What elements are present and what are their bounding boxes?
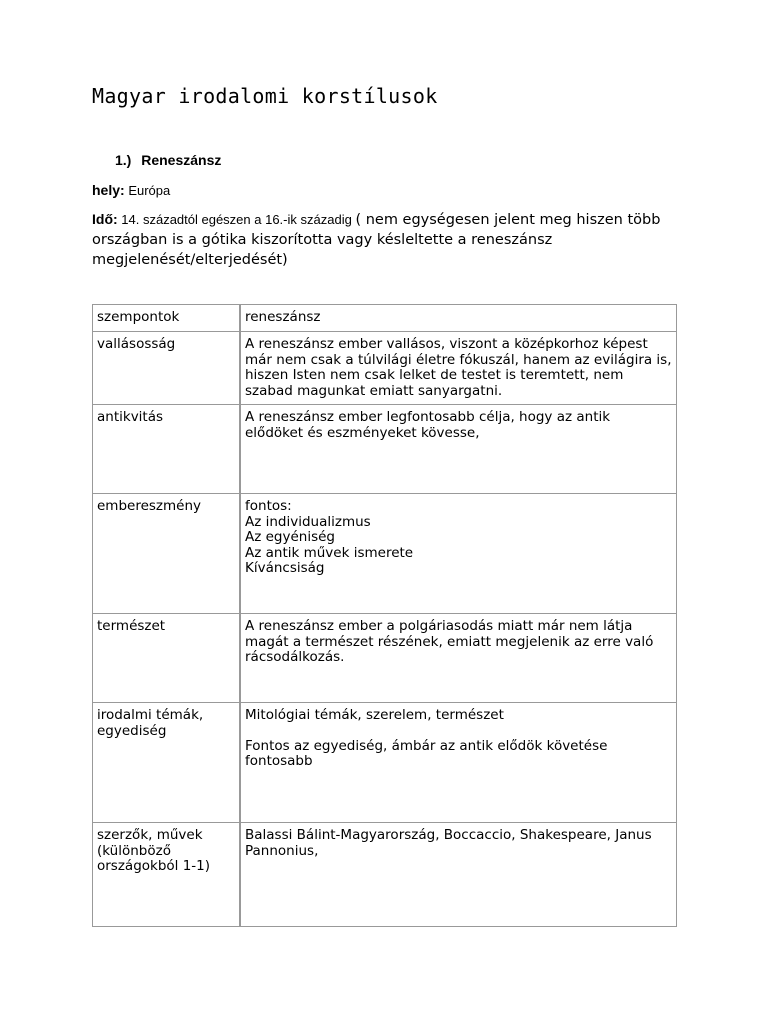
table-row bbox=[93, 823, 677, 927]
criterion-cell: szerzők, művek (különböző országokból 1-1) bbox=[93, 823, 241, 927]
table-row bbox=[93, 494, 677, 614]
description-line: fontos: bbox=[245, 498, 292, 514]
section-number: 1.) bbox=[115, 152, 132, 168]
description-cell bbox=[240, 405, 677, 494]
description-line: A reneszánsz ember vallásos, viszont a középkorhoz képest már nem csak a túlvilági életre fókuszál, hanem az evilágira is, hiszen Isten nem csak lelket de testet is teremtett, nem szabad magunkat emiatt sanyargatni. bbox=[245, 336, 672, 399]
criterion-cell: vallásosság bbox=[93, 332, 241, 405]
table-header-row bbox=[93, 305, 677, 332]
description-cell bbox=[240, 332, 677, 405]
hely-label: hely: bbox=[92, 182, 125, 198]
section-heading-text: Reneszánsz bbox=[141, 152, 222, 168]
criterion-cell: antikvitás bbox=[93, 405, 241, 494]
section-heading bbox=[115, 152, 221, 168]
description-line: Balassi Bálint-Magyarország, Boccaccio, Shakespeare, Janus Pannonius, bbox=[245, 827, 652, 859]
description-line: Az individualizmus bbox=[245, 513, 371, 530]
header-cell-period: reneszánsz bbox=[240, 305, 677, 332]
table-row bbox=[93, 332, 677, 405]
description-cell bbox=[240, 494, 677, 614]
table-row bbox=[93, 703, 677, 823]
ido-label: Idő: bbox=[92, 211, 118, 227]
description-line: Fontos az egyediség, ámbár az antik elődök követése fontosabb bbox=[245, 737, 608, 769]
description-cell bbox=[240, 703, 677, 823]
description-line: Az egyéniség bbox=[245, 529, 335, 545]
paragraph-gap bbox=[245, 724, 672, 739]
description-line: A reneszánsz ember legfontosabb célja, hogy az antik elődöket és eszményeket kövesse, bbox=[245, 409, 611, 441]
table-row bbox=[93, 614, 677, 703]
page-title: Magyar irodalomi korstílusok bbox=[92, 84, 438, 108]
criteria-table bbox=[92, 304, 677, 927]
criterion-cell: irodalmi témák, egyediség bbox=[93, 703, 241, 823]
description-line: Mitológiai témák, szerelem, természet bbox=[245, 707, 504, 723]
ido-value: 14. századtól egészen a 16.-ik századig bbox=[121, 212, 352, 227]
description-cell bbox=[240, 614, 677, 703]
hely-value: Európa bbox=[128, 183, 171, 198]
header-cell-criteria: szempontok bbox=[93, 305, 241, 332]
ido-line bbox=[92, 210, 672, 270]
ido-comment: ( nem egységesen jelent meg hiszen több országban is a gótika kiszorította vagy késleltette a reneszánsz megjelenését/elterjedését) bbox=[92, 212, 661, 268]
hely-line bbox=[92, 182, 170, 198]
criterion-cell: embereszmény bbox=[93, 494, 241, 614]
description-line: Kíváncsiság bbox=[245, 560, 325, 576]
table-row bbox=[93, 405, 677, 494]
description-line: A reneszánsz ember a polgáriasodás miatt már nem látja magát a természet részének, emiatt megjelenik az erre való rácsodálkozás. bbox=[245, 618, 654, 665]
description-line: Az antik művek ismerete bbox=[245, 544, 414, 561]
description-cell bbox=[240, 823, 677, 927]
criterion-cell: természet bbox=[93, 614, 241, 703]
